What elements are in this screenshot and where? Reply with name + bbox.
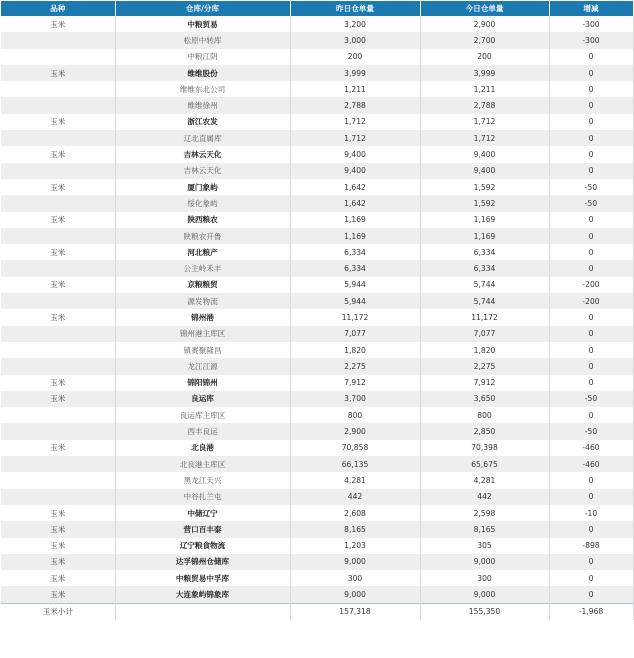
header-change: 增减: [549, 1, 633, 16]
cell-change: -460: [549, 440, 633, 456]
table-row: [1, 326, 633, 342]
cell-today: 11,172: [420, 309, 549, 325]
cell-warehouse: 黑龙江天兴: [115, 472, 290, 488]
cell-variety: [1, 228, 115, 244]
cell-warehouse: 松原中转库: [115, 32, 290, 48]
cell-change: 0: [549, 554, 633, 570]
table-row: [1, 375, 633, 391]
cell-yesterday: 5,944: [290, 293, 420, 309]
cell-today: 442: [420, 489, 549, 505]
cell-warehouse: 中粮江阴: [115, 49, 290, 65]
total-change: -1,968: [549, 603, 633, 620]
cell-yesterday: 7,912: [290, 375, 420, 391]
cell-today: 2,700: [420, 32, 549, 48]
cell-change: -300: [549, 32, 633, 48]
cell-variety: [1, 472, 115, 488]
cell-variety: [1, 456, 115, 472]
cell-change: 0: [549, 586, 633, 603]
cell-warehouse: 陕西粮农: [115, 212, 290, 228]
cell-warehouse: 龙江江源: [115, 358, 290, 374]
total-label: 玉米小计: [1, 603, 115, 620]
cell-warehouse: 锦州港主库区: [115, 326, 290, 342]
cell-variety: [1, 489, 115, 505]
table-row: [1, 423, 633, 439]
cell-variety: 玉米: [1, 554, 115, 570]
cell-variety: 玉米: [1, 244, 115, 260]
cell-change: -50: [549, 179, 633, 195]
cell-today: 9,400: [420, 163, 549, 179]
cell-change: 0: [549, 163, 633, 179]
cell-yesterday: 3,700: [290, 391, 420, 407]
cell-yesterday: 4,281: [290, 472, 420, 488]
cell-change: 0: [549, 49, 633, 65]
cell-today: 200: [420, 49, 549, 65]
cell-yesterday: 1,169: [290, 228, 420, 244]
table-row: [1, 505, 633, 521]
cell-today: 2,275: [420, 358, 549, 374]
table-row: [1, 586, 633, 603]
cell-change: -898: [549, 538, 633, 554]
cell-yesterday: 66,135: [290, 456, 420, 472]
cell-yesterday: 9,400: [290, 163, 420, 179]
cell-yesterday: 9,400: [290, 146, 420, 162]
cell-warehouse: 陕粮农开鲁: [115, 228, 290, 244]
cell-yesterday: 2,788: [290, 97, 420, 113]
table-row: [1, 358, 633, 374]
cell-warehouse: 维维东北公司: [115, 81, 290, 97]
cell-change: -50: [549, 391, 633, 407]
cell-change: -10: [549, 505, 633, 521]
cell-variety: 玉米: [1, 538, 115, 554]
cell-warehouse: 良运库: [115, 391, 290, 407]
total-today: 155,350: [420, 603, 549, 620]
cell-yesterday: 6,334: [290, 260, 420, 276]
cell-variety: 玉米: [1, 521, 115, 537]
cell-variety: 玉米: [1, 505, 115, 521]
table-row: [1, 244, 633, 260]
cell-today: 2,850: [420, 423, 549, 439]
cell-today: 1,820: [420, 342, 549, 358]
cell-change: 0: [549, 407, 633, 423]
cell-warehouse: 西丰良运: [115, 423, 290, 439]
cell-change: 0: [549, 489, 633, 505]
cell-warehouse: 浙江农发: [115, 114, 290, 130]
cell-today: 1,169: [420, 228, 549, 244]
cell-change: 0: [549, 212, 633, 228]
cell-today: 5,744: [420, 293, 549, 309]
cell-yesterday: 7,077: [290, 326, 420, 342]
cell-warehouse: 中谷扎兰屯: [115, 489, 290, 505]
table-row: [1, 472, 633, 488]
cell-change: -200: [549, 277, 633, 293]
cell-today: 3,999: [420, 65, 549, 81]
table-row: [1, 212, 633, 228]
table-row: [1, 489, 633, 505]
cell-yesterday: 3,999: [290, 65, 420, 81]
cell-variety: [1, 163, 115, 179]
table-row: [1, 81, 633, 97]
table-row: [1, 570, 633, 586]
cell-variety: 玉米: [1, 375, 115, 391]
header-row: [1, 1, 633, 16]
cell-yesterday: 800: [290, 407, 420, 423]
table-row: [1, 293, 633, 309]
cell-warehouse: 吉林云天化: [115, 146, 290, 162]
cell-change: 0: [549, 81, 633, 97]
cell-yesterday: 1,712: [290, 114, 420, 130]
table-row: [1, 163, 633, 179]
cell-warehouse: 源发物流: [115, 293, 290, 309]
cell-variety: 玉米: [1, 586, 115, 603]
cell-yesterday: 1,211: [290, 81, 420, 97]
cell-change: 0: [549, 114, 633, 130]
cell-variety: 玉米: [1, 179, 115, 195]
header-yesterday: 昨日仓单量: [290, 1, 420, 16]
cell-yesterday: 3,200: [290, 16, 420, 32]
cell-warehouse: 营口百丰泰: [115, 521, 290, 537]
cell-variety: 玉米: [1, 16, 115, 32]
cell-variety: [1, 195, 115, 211]
cell-variety: [1, 97, 115, 113]
cell-change: 0: [549, 65, 633, 81]
cell-warehouse: 绥化象屿: [115, 195, 290, 211]
table-row: [1, 114, 633, 130]
cell-today: 9,400: [420, 146, 549, 162]
cell-variety: [1, 342, 115, 358]
table-row: [1, 146, 633, 162]
table-row: [1, 309, 633, 325]
cell-variety: [1, 81, 115, 97]
table-row: [1, 65, 633, 81]
cell-today: 7,077: [420, 326, 549, 342]
cell-warehouse: 辽北直属库: [115, 130, 290, 146]
cell-today: 5,744: [420, 277, 549, 293]
cell-variety: [1, 423, 115, 439]
cell-variety: 玉米: [1, 570, 115, 586]
table-row: [1, 554, 633, 570]
table-row: [1, 195, 633, 211]
cell-today: 300: [420, 570, 549, 586]
cell-yesterday: 1,820: [290, 342, 420, 358]
cell-change: 0: [549, 228, 633, 244]
cell-variety: 玉米: [1, 277, 115, 293]
cell-variety: 玉米: [1, 391, 115, 407]
cell-today: 6,334: [420, 260, 549, 276]
cell-variety: 玉米: [1, 212, 115, 228]
table-row: [1, 260, 633, 276]
warehouse-receipt-table: [1, 1, 634, 620]
cell-today: 70,398: [420, 440, 549, 456]
cell-yesterday: 2,608: [290, 505, 420, 521]
cell-today: 305: [420, 538, 549, 554]
cell-change: 0: [549, 146, 633, 162]
cell-today: 7,912: [420, 375, 549, 391]
header-variety: 品种: [1, 1, 115, 16]
total-row: [1, 603, 633, 620]
table-body: [1, 16, 633, 603]
table-row: [1, 521, 633, 537]
table-row: [1, 407, 633, 423]
cell-yesterday: 1,642: [290, 179, 420, 195]
cell-warehouse: 中粮贸易: [115, 16, 290, 32]
cell-yesterday: 1,642: [290, 195, 420, 211]
cell-warehouse: 京粮粮贸: [115, 277, 290, 293]
table-row: [1, 228, 633, 244]
cell-warehouse: 良运库主库区: [115, 407, 290, 423]
table-row: [1, 342, 633, 358]
cell-warehouse: 北良港主库区: [115, 456, 290, 472]
cell-yesterday: 300: [290, 570, 420, 586]
cell-change: 0: [549, 260, 633, 276]
table-row: [1, 391, 633, 407]
cell-warehouse: 北良港: [115, 440, 290, 456]
cell-change: 0: [549, 342, 633, 358]
cell-warehouse: 大连象屿锦象库: [115, 586, 290, 603]
table-row: [1, 130, 633, 146]
cell-yesterday: 2,900: [290, 423, 420, 439]
cell-today: 1,712: [420, 130, 549, 146]
cell-warehouse: 吉林云天化: [115, 163, 290, 179]
cell-change: 0: [549, 97, 633, 113]
cell-today: 6,334: [420, 244, 549, 260]
cell-variety: [1, 326, 115, 342]
cell-warehouse: 维维徐州: [115, 97, 290, 113]
cell-today: 2,900: [420, 16, 549, 32]
cell-today: 3,650: [420, 391, 549, 407]
cell-change: -200: [549, 293, 633, 309]
cell-today: 2,598: [420, 505, 549, 521]
cell-today: 8,165: [420, 521, 549, 537]
cell-yesterday: 9,000: [290, 586, 420, 603]
cell-variety: 玉米: [1, 65, 115, 81]
total-warehouse: [115, 603, 290, 620]
cell-change: 0: [549, 309, 633, 325]
header-today: 今日仓单量: [420, 1, 549, 16]
cell-warehouse: 辽宁粮食物流: [115, 538, 290, 554]
cell-change: 0: [549, 570, 633, 586]
cell-today: 4,281: [420, 472, 549, 488]
cell-today: 9,000: [420, 586, 549, 603]
cell-change: -300: [549, 16, 633, 32]
table-row: [1, 440, 633, 456]
cell-today: 2,788: [420, 97, 549, 113]
cell-today: 800: [420, 407, 549, 423]
cell-yesterday: 9,000: [290, 554, 420, 570]
table-row: [1, 277, 633, 293]
cell-variety: 玉米: [1, 440, 115, 456]
cell-today: 1,211: [420, 81, 549, 97]
cell-change: 0: [549, 326, 633, 342]
table-row: [1, 16, 633, 32]
cell-change: 0: [549, 244, 633, 260]
cell-today: 1,592: [420, 179, 549, 195]
cell-yesterday: 11,172: [290, 309, 420, 325]
cell-warehouse: 公主岭禾丰: [115, 260, 290, 276]
cell-warehouse: 锦阳锦州: [115, 375, 290, 391]
cell-today: 1,712: [420, 114, 549, 130]
table-row: [1, 179, 633, 195]
cell-variety: [1, 407, 115, 423]
cell-today: 1,169: [420, 212, 549, 228]
cell-yesterday: 8,165: [290, 521, 420, 537]
cell-change: -50: [549, 195, 633, 211]
cell-change: 0: [549, 358, 633, 374]
cell-warehouse: 镇赉聚隆昌: [115, 342, 290, 358]
cell-warehouse: 锦州港: [115, 309, 290, 325]
cell-variety: [1, 358, 115, 374]
cell-today: 1,592: [420, 195, 549, 211]
cell-yesterday: 200: [290, 49, 420, 65]
cell-warehouse: 维维股份: [115, 65, 290, 81]
cell-yesterday: 70,858: [290, 440, 420, 456]
cell-yesterday: 442: [290, 489, 420, 505]
cell-variety: 玉米: [1, 114, 115, 130]
cell-change: -460: [549, 456, 633, 472]
cell-warehouse: 中储辽宁: [115, 505, 290, 521]
cell-variety: [1, 293, 115, 309]
cell-today: 65,675: [420, 456, 549, 472]
cell-yesterday: 3,000: [290, 32, 420, 48]
cell-yesterday: 1,712: [290, 130, 420, 146]
cell-yesterday: 1,169: [290, 212, 420, 228]
cell-yesterday: 6,334: [290, 244, 420, 260]
cell-variety: [1, 130, 115, 146]
table-row: [1, 538, 633, 554]
cell-warehouse: 中粮贸易中孚库: [115, 570, 290, 586]
cell-variety: [1, 32, 115, 48]
table-row: [1, 97, 633, 113]
cell-warehouse: 达孚锦州仓储库: [115, 554, 290, 570]
header-warehouse: 仓库/分库: [115, 1, 290, 16]
total-yesterday: 157,318: [290, 603, 420, 620]
cell-variety: [1, 49, 115, 65]
cell-change: 0: [549, 375, 633, 391]
table-row: [1, 49, 633, 65]
cell-variety: 玉米: [1, 146, 115, 162]
cell-change: 0: [549, 130, 633, 146]
cell-yesterday: 2,275: [290, 358, 420, 374]
cell-change: 0: [549, 472, 633, 488]
cell-yesterday: 1,203: [290, 538, 420, 554]
cell-today: 9,000: [420, 554, 549, 570]
cell-warehouse: 河北粮产: [115, 244, 290, 260]
cell-warehouse: 厦门象屿: [115, 179, 290, 195]
table-row: [1, 32, 633, 48]
cell-variety: [1, 260, 115, 276]
cell-yesterday: 5,944: [290, 277, 420, 293]
cell-change: -50: [549, 423, 633, 439]
cell-change: 0: [549, 521, 633, 537]
table-row: [1, 456, 633, 472]
cell-variety: 玉米: [1, 309, 115, 325]
